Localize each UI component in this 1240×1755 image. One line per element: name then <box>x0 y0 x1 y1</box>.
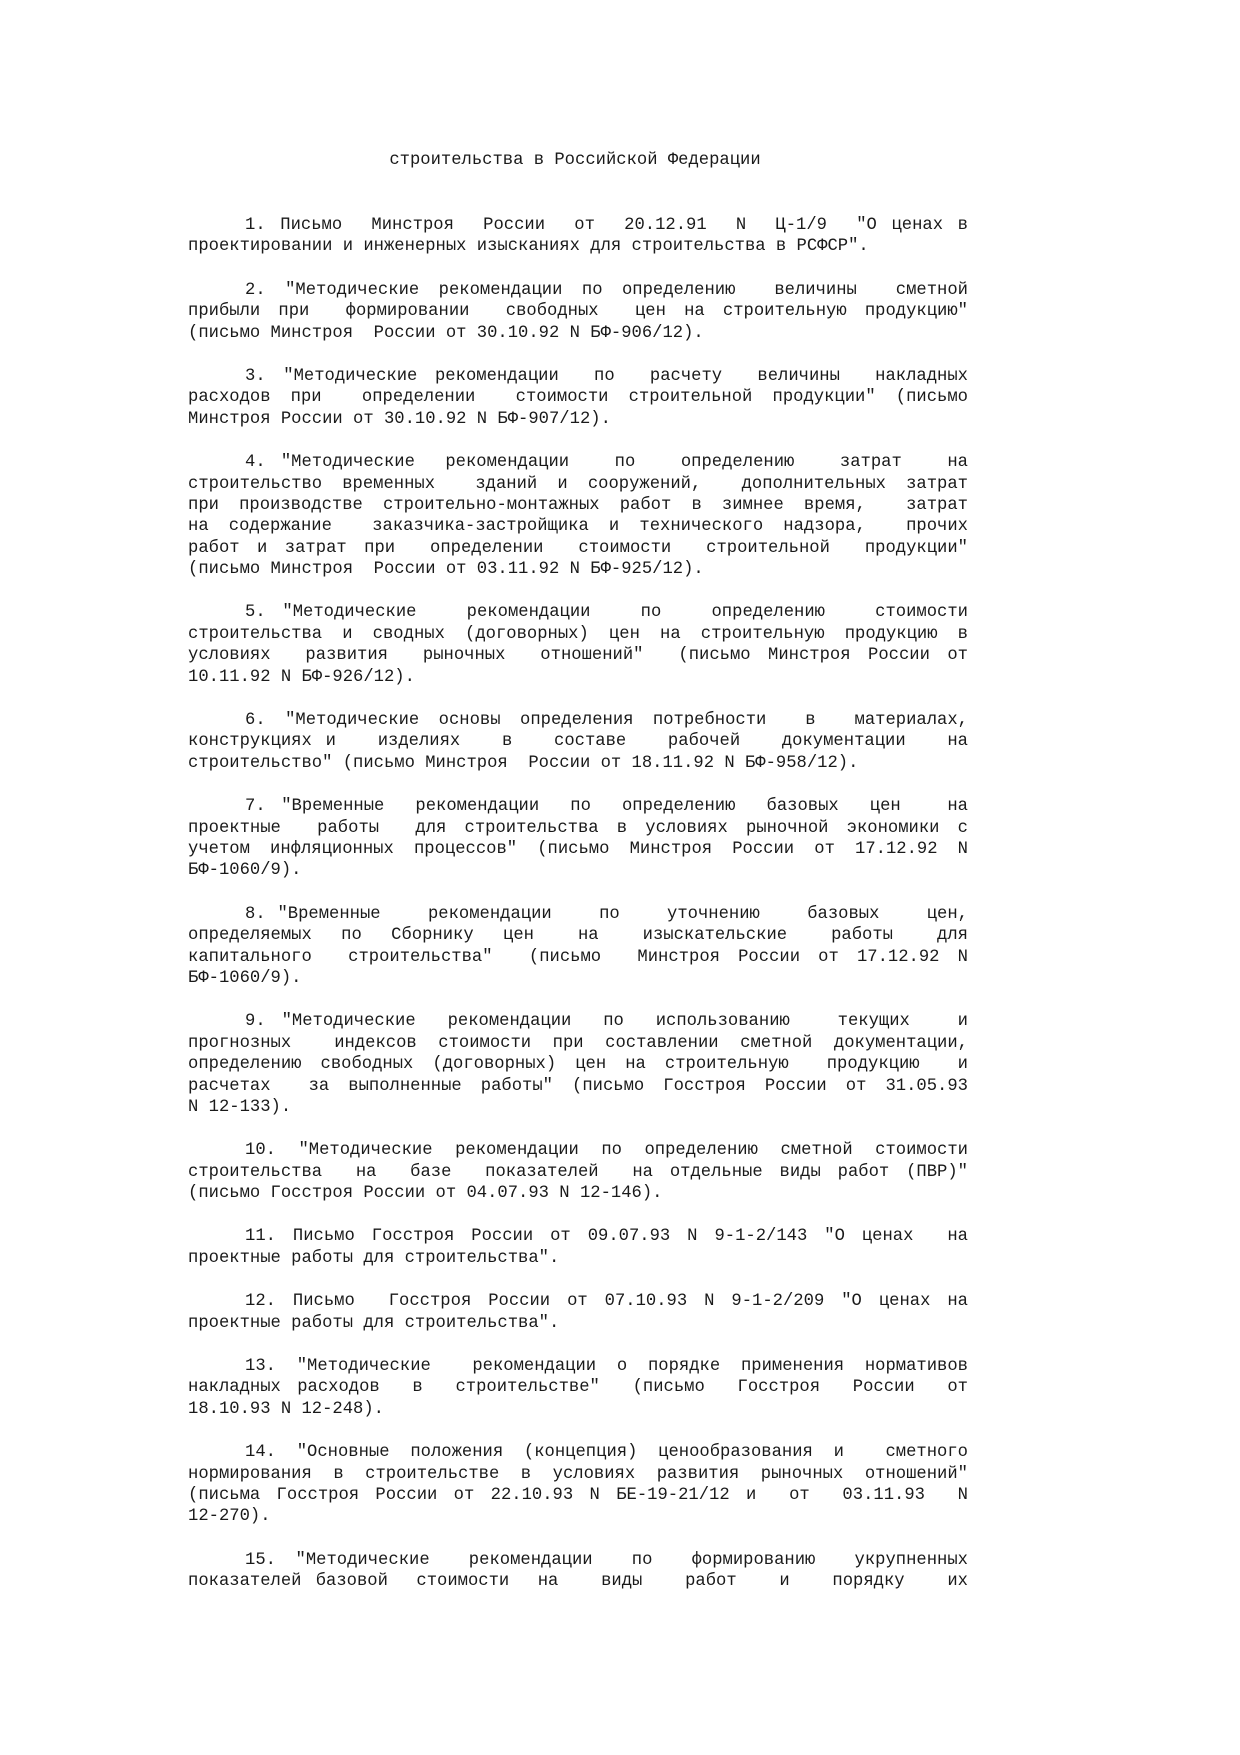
list-item-line: капитального строительства" (письмо Минстроя России от 17.12.92 N <box>188 947 968 967</box>
list-item <box>188 280 968 344</box>
list-item-line: строительства на базе показателей на отдельные виды работ (ПВР)" <box>188 1162 968 1182</box>
list-item-line: строительство" (письмо Минстроя России от 18.11.92 N БФ-958/12). <box>188 753 859 773</box>
list-item-line: (письмо Минстроя России от 03.11.92 N БФ-925/12). <box>188 560 704 580</box>
list-item <box>188 452 968 580</box>
list-item <box>188 1442 968 1528</box>
list-item-first-line <box>188 904 968 925</box>
list-item-text: "Методические рекомендации по определению затрат на <box>280 453 968 473</box>
list-item-text: "Методические рекомендации по формированию укрупненных <box>295 1550 968 1570</box>
list-item-text: "Методические рекомендации по определению сметной стоимости <box>298 1141 968 1161</box>
list-item-number: 4. <box>245 453 266 473</box>
list-item-line: расчетах за выполненные работы" (письмо Госстроя России от 31.05.93 <box>188 1076 968 1096</box>
list-item-line: проектировании и инженерных изысканиях для строительства в РСФСР". <box>188 237 869 257</box>
list-item-text: "Методические рекомендации по определению стоимости <box>282 603 968 623</box>
document-body <box>188 215 968 1615</box>
list-item-text: "Методические рекомендации по расчету величины накладных <box>283 366 968 386</box>
list-item-line: конструкциях и изделиях в составе рабочей документации на <box>188 732 968 752</box>
list-item-number: 8. <box>245 904 266 924</box>
list-item-text: Письмо Госстроя России от 09.07.93 N 9-1-2/143 "О ценах на <box>292 1227 968 1247</box>
list-item <box>188 904 968 990</box>
document-heading: строительства в Российской Федерации <box>389 151 761 170</box>
list-item-first-line <box>188 215 968 236</box>
list-item-text: "Методические основы определения потребности в материалах, <box>285 711 968 731</box>
list-item-line: нормирования в строительстве в условиях развития рыночных отношений" <box>188 1464 968 1484</box>
list-item-text: "Методические рекомендации по определению величины сметной <box>285 280 968 300</box>
list-item <box>188 1550 968 1593</box>
list-item-line: на содержание заказчика-застройщика и технического надзора, прочих <box>188 517 968 537</box>
list-item-number: 1. <box>245 216 266 235</box>
list-item-line: строительство временных зданий и сооружений, дополнительных затрат <box>188 474 968 494</box>
list-item-line: накладных расходов в строительстве" (письмо Госстроя России от <box>188 1378 968 1398</box>
list-item <box>188 1356 968 1420</box>
list-item-line: условиях развития рыночных отношений" (письмо Минстроя России от <box>188 646 968 666</box>
list-item-line: (письмо Минстроя России от 30.10.92 N БФ-906/12). <box>188 323 704 343</box>
list-item-text: "Временные рекомендации по уточнению базовых цен, <box>277 904 968 924</box>
list-item-first-line <box>188 1011 968 1032</box>
list-item-line: прогнозных индексов стоимости при составлении сметной документации, <box>188 1033 968 1053</box>
list-item-line: определению свободных (договорных) цен на строительную продукцию и <box>188 1055 968 1075</box>
list-item-line: БФ-1060/9). <box>188 861 302 881</box>
list-item-text: "Методические рекомендации о порядке применения нормативов <box>296 1357 968 1377</box>
list-item-number: 15. <box>245 1550 276 1570</box>
list-item-text: "Временные рекомендации по определению базовых цен на <box>281 797 968 817</box>
list-item-first-line <box>188 280 968 301</box>
list-item <box>188 796 968 882</box>
list-item-number: 11. <box>245 1227 276 1247</box>
list-item-number: 2. <box>245 280 266 300</box>
list-item <box>188 215 968 258</box>
list-item-line: проектные работы для строительства". <box>188 1313 560 1333</box>
list-item-number: 9. <box>245 1012 266 1032</box>
list-item-first-line <box>188 1550 968 1571</box>
list-item-line: 18.10.93 N 12-248). <box>188 1399 384 1419</box>
list-item-line: N 12-133). <box>188 1097 292 1117</box>
list-item-line: показателей базовой стоимости на виды работ и порядку их <box>188 1572 968 1592</box>
list-item-line: строительства и сводных (договорных) цен на строительную продукцию в <box>188 624 968 644</box>
list-item-line: Минстроя России от 30.10.92 N БФ-907/12). <box>188 409 611 429</box>
list-item-first-line <box>188 796 968 817</box>
list-item-text: Письмо Минстроя России от 20.12.91 N Ц-1/9 "О ценах в <box>280 216 968 235</box>
list-item <box>188 1140 968 1204</box>
list-item-first-line <box>188 1291 968 1312</box>
list-item-line: проектные работы для строительства". <box>188 1248 560 1268</box>
list-item-first-line <box>188 1140 968 1161</box>
list-item-line: проектные работы для строительства в условиях рыночной экономики с <box>188 818 968 838</box>
list-item-number: 10. <box>245 1141 276 1161</box>
list-item-line: расходов при определении стоимости строительной продукции" (письмо <box>188 388 968 408</box>
list-item-line: работ и затрат при определении стоимости строительной продукции" <box>188 538 968 558</box>
list-item-first-line <box>188 366 968 387</box>
list-item-line: 12-270). <box>188 1507 271 1527</box>
list-item-text: "Методические рекомендации по использованию текущих и <box>281 1012 968 1032</box>
list-item-first-line <box>188 452 968 473</box>
list-item-number: 12. <box>245 1292 276 1312</box>
list-item <box>188 1291 968 1334</box>
list-item-number: 13. <box>245 1357 276 1377</box>
list-item-text: Письмо Госстроя России от 07.10.93 N 9-1-2/209 "О ценах на <box>292 1292 968 1312</box>
list-item <box>188 366 968 430</box>
list-item-line: определяемых по Сборнику цен на изыскательские работы для <box>188 926 968 946</box>
list-item-first-line <box>188 602 968 623</box>
list-item-first-line <box>188 1226 968 1247</box>
list-item-line: 10.11.92 N БФ-926/12). <box>188 667 415 687</box>
list-item-text: "Основные положения (концепция) ценообразования и сметного <box>296 1443 968 1463</box>
list-item-number: 6. <box>245 711 266 731</box>
list-item-line: при производстве строительно-монтажных работ в зимнее время, затрат <box>188 495 968 515</box>
list-item-number: 3. <box>245 366 266 386</box>
list-item-first-line <box>188 1442 968 1463</box>
list-item <box>188 710 968 774</box>
list-item <box>188 1011 968 1118</box>
list-item-line: учетом инфляционных процессов" (письмо Минстроя России от 17.12.92 N <box>188 839 968 859</box>
list-item-line: (письма Госстроя России от 22.10.93 N БЕ-19-21/12 и от 03.11.93 N <box>188 1485 968 1505</box>
list-item <box>188 1226 968 1269</box>
list-item-number: 7. <box>245 797 266 817</box>
list-item-line: (письмо Госстроя России от 04.07.93 N 12-146). <box>188 1184 663 1204</box>
list-item-line: прибыли при формировании свободных цен на строительную продукцию" <box>188 302 968 322</box>
list-item-first-line <box>188 710 968 731</box>
list-item <box>188 602 968 688</box>
list-item-number: 5. <box>245 603 266 623</box>
list-item-line: БФ-1060/9). <box>188 968 302 988</box>
list-item-first-line <box>188 1356 968 1377</box>
list-item-number: 14. <box>245 1443 276 1463</box>
